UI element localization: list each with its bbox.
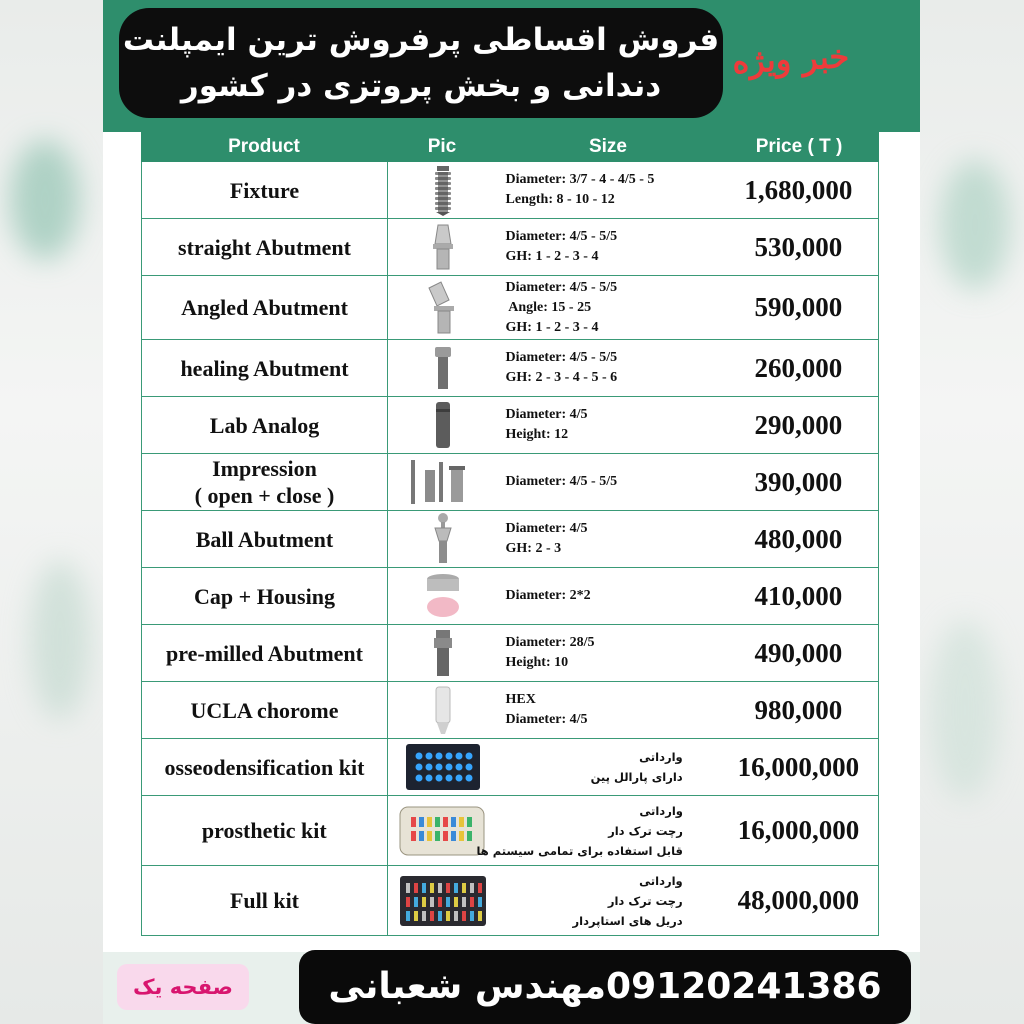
table-row bbox=[141, 340, 879, 397]
price-value: 1,680,000 bbox=[744, 174, 853, 205]
product-name-line: Full kit bbox=[229, 888, 300, 913]
product-name bbox=[142, 276, 388, 339]
price-value: 480,000 bbox=[754, 523, 843, 554]
product-name-line: Impression bbox=[212, 456, 317, 481]
size-spec-line: Diameter: 28/5 bbox=[505, 635, 595, 650]
product-name bbox=[142, 682, 388, 738]
size-spec bbox=[498, 625, 719, 681]
contact-banner: 09120241386مهندس شعبانی bbox=[299, 950, 911, 1024]
size-spec-line: Diameter: 4/5 bbox=[505, 712, 588, 727]
angled-abutment-icon bbox=[388, 276, 498, 339]
size-spec-line: Length: 8 - 10 - 12 bbox=[505, 192, 615, 207]
table-row bbox=[141, 162, 879, 219]
table-row bbox=[141, 866, 879, 936]
product-name bbox=[142, 340, 388, 396]
size-spec-line: دریل های استاپردار bbox=[572, 913, 683, 928]
size-spec bbox=[498, 276, 719, 339]
product-name-line: Lab Analog bbox=[209, 412, 320, 438]
product-name-line: UCLA chorome bbox=[190, 697, 339, 723]
size-spec-line: GH: 2 - 3 - 4 - 5 - 6 bbox=[505, 370, 618, 385]
size-spec-line: Diameter: 2*2 bbox=[505, 588, 591, 603]
cap-housing-icon bbox=[388, 568, 498, 624]
size-spec-line: HEX bbox=[505, 692, 536, 707]
table-row bbox=[141, 276, 879, 340]
price-value: 16,000,000 bbox=[737, 751, 860, 782]
size-spec-line: دارای پارالل پین bbox=[590, 770, 683, 784]
product-name bbox=[142, 162, 388, 218]
special-news-label: خبر ویژه bbox=[731, 36, 851, 82]
left-blur-background bbox=[0, 0, 105, 1024]
price-value: 260,000 bbox=[754, 352, 843, 383]
size-spec bbox=[497, 739, 718, 795]
product-name-line: Fixture bbox=[229, 177, 300, 203]
headline-line-1: فروش اقساطی پرفروش ترین ایمپلنت bbox=[122, 22, 720, 58]
table-row bbox=[141, 397, 879, 454]
size-spec bbox=[476, 796, 719, 865]
table-row bbox=[141, 796, 879, 866]
size-spec-line: Diameter: 4/5 bbox=[505, 521, 588, 536]
price-value: 410,000 bbox=[754, 580, 843, 611]
size-spec-line: قابل استفاده برای تمامی سیستم ها bbox=[476, 843, 683, 858]
product-name bbox=[142, 866, 388, 935]
fixture-implant-icon bbox=[388, 162, 498, 218]
price-value: 16,000,000 bbox=[737, 815, 860, 845]
product-name-line: osseodensification kit bbox=[164, 754, 365, 780]
pre-milled-abutment-icon bbox=[388, 625, 498, 681]
page-number-badge: صفحه یک bbox=[117, 964, 249, 1010]
size-spec-line: Diameter: 4/5 bbox=[505, 407, 588, 422]
product-name-line: straight Abutment bbox=[178, 234, 351, 260]
product-name-line: Angled Abutment bbox=[181, 295, 348, 320]
product-name-line: ( open + close ) bbox=[194, 483, 335, 508]
size-spec-line: Diameter: 4/5 - 5/5 bbox=[505, 474, 618, 489]
size-spec-line: رچت ترک دار bbox=[607, 893, 683, 908]
size-spec bbox=[498, 682, 719, 738]
ball-abutment-icon bbox=[388, 511, 498, 567]
price-value: 290,000 bbox=[754, 409, 843, 440]
size-spec-line: GH: 1 - 2 - 3 - 4 bbox=[505, 319, 599, 335]
table-row bbox=[141, 568, 879, 625]
product-name-line: healing Abutment bbox=[180, 355, 349, 381]
product-name bbox=[142, 397, 388, 453]
headline-box bbox=[119, 8, 723, 118]
table-body bbox=[141, 162, 879, 936]
headline-line-2: دندانی و بخش پروتزی در کشور bbox=[180, 68, 662, 104]
healing-abutment-icon bbox=[388, 340, 498, 396]
price-value: 980,000 bbox=[754, 694, 843, 725]
header-banner bbox=[103, 0, 920, 132]
impression-coping-icon bbox=[388, 454, 498, 510]
size-spec bbox=[498, 219, 719, 275]
table-row bbox=[141, 219, 879, 276]
price-value: 590,000 bbox=[754, 292, 843, 322]
column-header-price: Price ( T ) bbox=[755, 136, 843, 157]
size-spec-line: وارداتی bbox=[639, 803, 683, 818]
price-value: 390,000 bbox=[754, 466, 843, 497]
size-spec bbox=[498, 454, 719, 510]
lab-analog-icon bbox=[388, 397, 498, 453]
table-row bbox=[141, 625, 879, 682]
table-row bbox=[141, 682, 879, 739]
size-spec bbox=[497, 866, 718, 935]
column-header-size: Size bbox=[588, 136, 628, 157]
product-name-line: prosthetic kit bbox=[201, 818, 327, 843]
size-spec-line: رچت ترک دار bbox=[608, 823, 683, 838]
table-row bbox=[141, 511, 879, 568]
price-list-poster bbox=[103, 0, 920, 1024]
product-name bbox=[142, 454, 388, 510]
size-spec-line: GH: 1 - 2 - 3 - 4 bbox=[505, 249, 599, 264]
size-spec-line: وارداتی bbox=[639, 750, 683, 764]
table-row bbox=[141, 454, 879, 511]
ucla-abutment-icon bbox=[388, 682, 498, 738]
size-spec bbox=[498, 397, 719, 453]
product-name bbox=[142, 625, 388, 681]
osseodensification-kit-icon bbox=[388, 739, 498, 795]
straight-abutment-icon bbox=[388, 219, 498, 275]
column-header-pic: Pic bbox=[427, 136, 457, 157]
product-name bbox=[142, 739, 388, 795]
size-spec-line: Diameter: 3/7 - 4 - 4/5 - 5 bbox=[505, 172, 655, 187]
size-spec bbox=[498, 162, 719, 218]
size-spec-line: Diameter: 4/5 - 5/5 bbox=[505, 279, 618, 295]
full-kit-icon bbox=[388, 866, 498, 935]
product-name-line: Ball Abutment bbox=[195, 526, 334, 552]
size-spec-line: Angle: 15 - 25 bbox=[505, 299, 592, 315]
size-spec-line: Diameter: 4/5 - 5/5 bbox=[505, 350, 618, 365]
price-value: 530,000 bbox=[754, 231, 843, 262]
product-name bbox=[142, 796, 388, 865]
price-table bbox=[141, 132, 879, 936]
table-header bbox=[141, 132, 879, 162]
size-spec-line: Height: 12 bbox=[505, 427, 569, 442]
product-name bbox=[142, 219, 388, 275]
table-row bbox=[141, 739, 879, 796]
price-value: 48,000,000 bbox=[737, 885, 860, 915]
size-spec-line: Diameter: 4/5 - 5/5 bbox=[505, 229, 618, 244]
right-blur-background bbox=[920, 0, 1024, 1024]
size-spec-line: وارداتی bbox=[639, 873, 683, 888]
product-name-line: Cap + Housing bbox=[194, 583, 335, 609]
column-header-product: Product bbox=[228, 136, 300, 157]
size-spec-line: Height: 10 bbox=[505, 655, 569, 670]
product-name-line: pre-milled Abutment bbox=[166, 640, 363, 666]
size-spec bbox=[498, 340, 719, 396]
product-name bbox=[142, 511, 388, 567]
size-spec bbox=[498, 568, 719, 624]
price-value: 490,000 bbox=[754, 637, 843, 668]
size-spec bbox=[498, 511, 719, 567]
product-name bbox=[142, 568, 388, 624]
size-spec-line: GH: 2 - 3 bbox=[505, 541, 562, 556]
